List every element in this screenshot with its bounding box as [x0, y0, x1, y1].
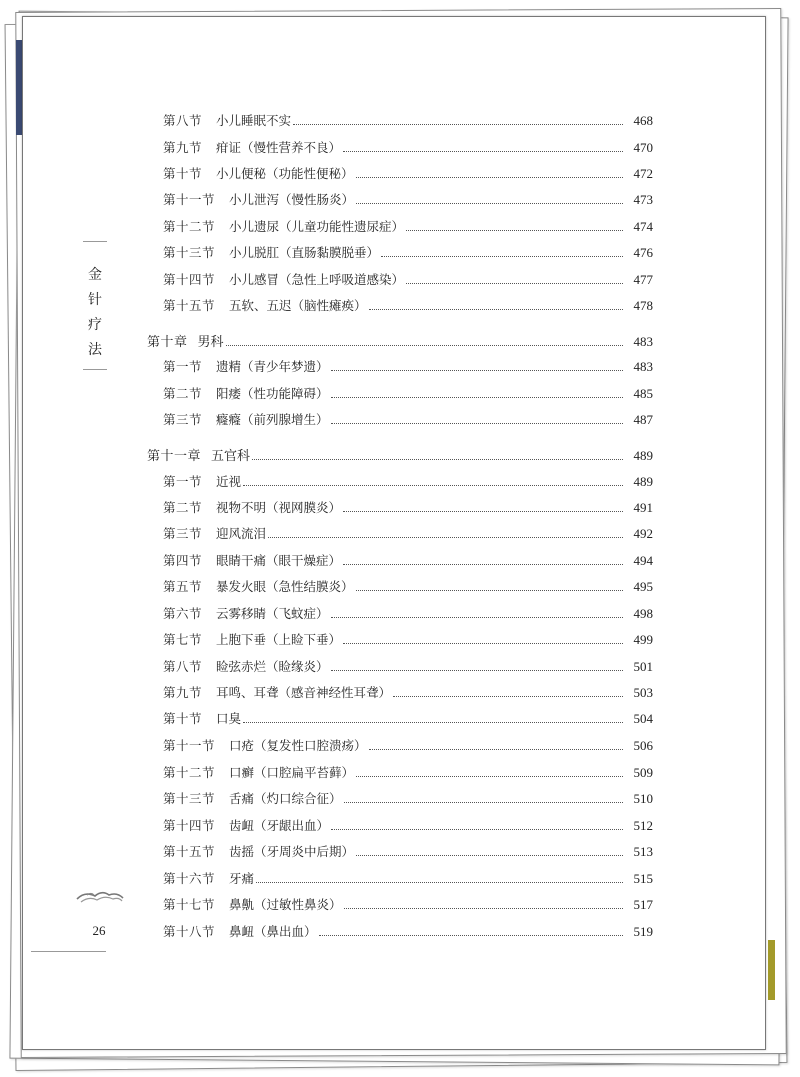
toc-section-entry — [163, 577, 653, 595]
toc-entry-number: 第二节 — [163, 386, 203, 401]
toc-entry-title: 齿衄（牙龈出血） — [229, 818, 330, 833]
toc-entry-number: 第七节 — [163, 632, 203, 647]
toc-entry-number: 第十一章 — [147, 449, 202, 464]
toc-entry-page: 472 — [633, 166, 653, 181]
dot-leader — [331, 660, 623, 671]
toc-entry-title: 上胞下垂（上睑下垂） — [216, 632, 342, 647]
toc-entry-page: 515 — [633, 871, 653, 886]
toc-entry-title: 小儿感冒（急性上呼吸道感染） — [229, 272, 405, 287]
toc-entry-title: 齿摇（牙周炎中后期） — [229, 844, 355, 859]
toc-chapter-entry — [147, 445, 653, 464]
dot-leader — [356, 167, 623, 178]
toc-section-entry — [163, 922, 653, 940]
toc-entry-page: 519 — [633, 924, 653, 939]
toc-entry-number: 第五节 — [163, 579, 203, 594]
toc-entry-number: 第二节 — [163, 500, 203, 515]
toc-section-entry — [163, 709, 653, 727]
toc-entry-title: 近视 — [216, 474, 242, 489]
toc-entry-title: 鼻衄（鼻出血） — [229, 924, 317, 939]
toc-section-entry — [163, 789, 653, 807]
toc-entry-title: 视物不明（视网膜炎） — [216, 500, 342, 515]
toc-entry-page: 473 — [633, 192, 653, 207]
dot-leader — [343, 141, 623, 152]
toc-section-entry — [163, 524, 653, 542]
toc-section-entry — [163, 270, 653, 288]
table-of-contents — [23, 17, 765, 1049]
dot-leader — [344, 792, 623, 803]
page-edge-color-strip — [768, 940, 775, 1000]
toc-section-entry — [163, 472, 653, 490]
toc-entry-page: 477 — [633, 272, 653, 287]
page-number: 26 — [92, 923, 106, 938]
dot-leader — [369, 739, 623, 750]
toc-entry-number: 第一节 — [163, 474, 203, 489]
toc-entry-title: 疳证（慢性营养不良） — [216, 140, 342, 155]
dot-leader — [243, 712, 623, 723]
toc-entry-number: 第十八节 — [163, 924, 216, 939]
toc-entry-title: 睑弦赤烂（睑缘炎） — [216, 659, 329, 674]
book-title-char: 疗 — [88, 317, 102, 333]
dot-leader — [268, 527, 623, 538]
toc-section-entry — [163, 604, 653, 622]
toc-entry-page: 483 — [633, 359, 653, 374]
toc-entry-page: 512 — [633, 818, 653, 833]
toc-entry-title: 五官科 — [211, 449, 251, 464]
toc-entry-page: 504 — [633, 711, 653, 726]
toc-entry-number: 第十章 — [147, 335, 188, 350]
toc-section-entry — [163, 630, 653, 648]
dot-leader — [356, 193, 623, 204]
toc-section-entry — [163, 138, 653, 156]
toc-section-entry — [163, 111, 653, 129]
dot-leader — [293, 114, 623, 125]
toc-entry-number: 第九节 — [163, 685, 203, 700]
toc-entry-title: 鼻鼽（过敏性鼻炎） — [229, 897, 342, 912]
toc-entry-page: 494 — [633, 553, 653, 568]
toc-entry-number: 第十节 — [163, 711, 203, 726]
toc-section-entry — [163, 683, 653, 701]
toc-entry-title: 舌痛（灼口综合征） — [229, 791, 342, 806]
book-title-char: 金 — [88, 267, 102, 283]
toc-entry-page: 485 — [633, 386, 653, 401]
dot-leader — [256, 872, 623, 883]
toc-entry-number: 第六节 — [163, 606, 203, 621]
toc-entry-page: 474 — [633, 219, 653, 234]
dot-leader — [243, 475, 623, 486]
book-title-char: 针 — [88, 292, 102, 308]
dot-leader — [406, 273, 623, 284]
toc-entry-title: 口疮（复发性口腔溃疡） — [229, 738, 367, 753]
toc-entry-page: 501 — [633, 659, 653, 674]
toc-entry-page: 470 — [633, 140, 653, 155]
toc-entry-number: 第十二节 — [163, 219, 216, 234]
toc-entry-page: 476 — [633, 245, 653, 260]
dot-leader — [369, 299, 623, 310]
toc-entry-title: 云雾移睛（飞蚊症） — [216, 606, 329, 621]
toc-entry-number: 第十六节 — [163, 871, 216, 886]
toc-entry-page: 495 — [633, 579, 653, 594]
dot-leader — [344, 898, 623, 909]
toc-entry-page: 509 — [633, 765, 653, 780]
toc-entry-title: 男科 — [197, 335, 224, 350]
toc-section-entry — [163, 243, 653, 261]
toc-entry-title: 小儿脱肛（直肠黏膜脱垂） — [229, 245, 380, 260]
dot-leader — [343, 501, 623, 512]
toc-entry-number: 第十节 — [163, 166, 203, 181]
toc-entry-page: 489 — [633, 448, 653, 463]
toc-entry-page: 506 — [633, 738, 653, 753]
toc-entry-title: 迎风流泪 — [216, 526, 267, 541]
toc-entry-number: 第八节 — [163, 659, 203, 674]
toc-entry-title: 阳痿（性功能障碍） — [216, 386, 329, 401]
toc-entry-page: 489 — [633, 474, 653, 489]
toc-entry-title: 五软、五迟（脑性瘫痪） — [229, 298, 367, 313]
toc-section-entry — [163, 763, 653, 781]
toc-entry-number: 第十一节 — [163, 192, 216, 207]
toc-section-entry — [163, 384, 653, 402]
dot-leader — [331, 360, 623, 371]
dot-leader — [343, 633, 623, 644]
toc-entry-title: 暴发火眼（急性结膜炎） — [216, 579, 354, 594]
toc-entry-page: 483 — [633, 334, 653, 349]
toc-entry-title: 口癣（口腔扁平苔藓） — [229, 765, 355, 780]
toc-entry-number: 第十五节 — [163, 298, 216, 313]
toc-entry-title: 小儿泄泻（慢性肠炎） — [229, 192, 355, 207]
dot-leader — [393, 686, 623, 697]
toc-section-entry — [163, 357, 653, 375]
toc-entry-title: 小儿睡眠不实 — [216, 113, 292, 128]
dot-leader — [356, 766, 623, 777]
toc-entry-title: 遗精（青少年梦遗） — [216, 359, 329, 374]
toc-entry-title: 癃癃（前列腺增生） — [216, 412, 329, 427]
toc-entry-number: 第十三节 — [163, 245, 216, 260]
dot-leader — [356, 580, 623, 591]
dot-leader — [252, 449, 623, 460]
toc-section-entry — [163, 842, 653, 860]
toc-entry-title: 小儿遗尿（儿童功能性遗尿症） — [229, 219, 405, 234]
toc-section-entry — [163, 895, 653, 913]
toc-entry-title: 牙痛 — [229, 871, 255, 886]
toc-entry-number: 第一节 — [163, 359, 203, 374]
toc-entry-title: 口臭 — [216, 711, 242, 726]
dot-leader — [226, 335, 623, 346]
toc-entry-title: 小儿便秘（功能性便秘） — [216, 166, 354, 181]
toc-entry-number: 第十四节 — [163, 272, 216, 287]
toc-entry-page: 503 — [633, 685, 653, 700]
dot-leader — [319, 925, 623, 936]
toc-section-entry — [163, 816, 653, 834]
toc-section-entry — [163, 736, 653, 754]
toc-entry-number: 第十三节 — [163, 791, 216, 806]
toc-entry-page: 498 — [633, 606, 653, 621]
toc-entry-page: 491 — [633, 500, 653, 515]
toc-entry-number: 第十二节 — [163, 765, 216, 780]
toc-entry-page: 517 — [633, 897, 653, 912]
toc-entry-number: 第十四节 — [163, 818, 216, 833]
dot-leader — [331, 607, 623, 618]
toc-entry-title: 眼睛干痛（眼干燥症） — [216, 553, 342, 568]
toc-entry-number: 第十一节 — [163, 738, 216, 753]
toc-entry-number: 第三节 — [163, 526, 203, 541]
toc-entry-number: 第十七节 — [163, 897, 216, 912]
toc-section-entry — [163, 296, 653, 314]
dot-leader — [406, 220, 623, 231]
toc-section-entry — [163, 217, 653, 235]
toc-section-entry — [163, 190, 653, 208]
toc-entry-page: 478 — [633, 298, 653, 313]
toc-entry-page: 487 — [633, 412, 653, 427]
toc-entry-page: 510 — [633, 791, 653, 806]
toc-section-entry — [163, 551, 653, 569]
toc-entry-page: 468 — [633, 113, 653, 128]
toc-entry-number: 第十五节 — [163, 844, 216, 859]
toc-entry-number: 第九节 — [163, 140, 203, 155]
toc-entry-number: 第四节 — [163, 553, 203, 568]
toc-section-entry — [163, 869, 653, 887]
toc-entry-page: 499 — [633, 632, 653, 647]
toc-entry-number: 第三节 — [163, 412, 203, 427]
toc-entry-title: 耳鸣、耳聋（感音神经性耳聋） — [216, 685, 392, 700]
book-page — [22, 16, 766, 1050]
toc-section-entry — [163, 410, 653, 428]
dot-leader — [331, 819, 623, 830]
book-title-char: 法 — [88, 342, 102, 358]
dot-leader — [331, 387, 623, 398]
dot-leader — [381, 246, 623, 257]
toc-section-entry — [163, 164, 653, 182]
toc-section-entry — [163, 498, 653, 516]
toc-entry-number: 第八节 — [163, 113, 203, 128]
dot-leader — [331, 413, 623, 424]
dot-leader — [343, 554, 623, 565]
toc-entry-page: 513 — [633, 844, 653, 859]
toc-chapter-entry — [147, 331, 653, 350]
toc-entry-page: 492 — [633, 526, 653, 541]
dot-leader — [356, 845, 623, 856]
toc-section-entry — [163, 657, 653, 675]
